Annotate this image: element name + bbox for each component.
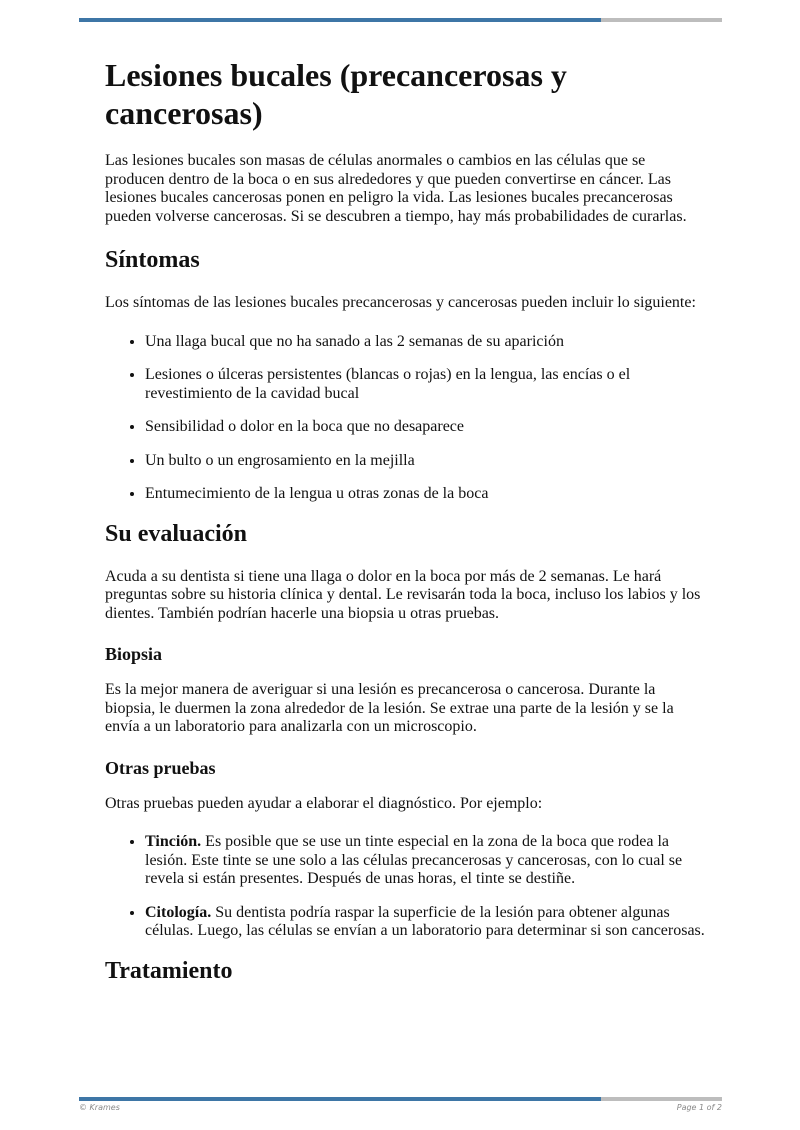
sintomas-paragraph: Los síntomas de las lesiones bucales precancerosas y cancerosas pueden incluir lo siguiente: — [105, 294, 696, 311]
footer-bar-grey — [601, 1097, 722, 1101]
document-content — [105, 56, 705, 1005]
footer-bar-accent — [79, 1097, 601, 1101]
biopsia-paragraph: Es la mejor manera de averiguar si una lesión es precancerosa o cancerosa. Durante la biopsia, le duermen la zona alrededor de la lesión. Se extrae una parte de la lesión y se la envía a un laboratorio para analizarla con un microscopio. — [105, 681, 674, 735]
list-item-term: Citología. — [145, 903, 212, 921]
list-item-term: Tinción. — [145, 833, 202, 850]
list-item — [145, 904, 705, 941]
list-item: • Una llaga bucal que no ha sanado a las 2 semanas de su aparición — [145, 333, 705, 352]
header-bar-grey — [601, 18, 722, 22]
page-title: Lesiones bucales (precancerosas y cancerosas) — [105, 57, 567, 131]
heading-tratamiento: Tratamiento — [105, 957, 233, 984]
list-item — [145, 833, 705, 889]
header-bar-accent — [79, 18, 601, 22]
list-item-text: Es posible que se use un tinte especial en la zona de la boca que rodea la lesión. Este tinte se une solo a las células precancerosas y cancerosas, con lo cual se revela si están presentes. Después de unas horas, el tinte se destiñe. — [145, 833, 683, 887]
intro-paragraph: Las lesiones bucales son masas de células anormales o cambios en las células que se producen dentro de la boca o en sus alrededores y que pueden convertirse en cáncer. Las lesiones bucales cancerosas ponen en peligro la vida. Las lesiones bucales precancerosas pueden volverse cancerosas. Si se descubren a tiempo, hay más probabilidades de curarlas. — [105, 152, 687, 225]
heading-biopsia: Biopsia — [105, 644, 163, 664]
list-item: • Sensibilidad o dolor en la boca que no desaparece — [145, 418, 705, 437]
header-bar — [79, 18, 722, 22]
list-item: • Un bulto o un engrosamiento en la mejilla — [145, 452, 705, 471]
list-item: • Entumecimiento de la lengua u otras zonas de la boca — [145, 485, 705, 504]
copyright-text: © Krames — [79, 1103, 120, 1112]
list-item-text: Su dentista podría raspar la superficie de la lesión para obtener algunas células. Luego, las células se envían a un laboratorio para determinar si son cancerosas. — [145, 903, 705, 939]
heading-otras-pruebas: Otras pruebas — [105, 757, 216, 778]
heading-sintomas: Síntomas — [105, 247, 200, 273]
list-item: • Lesiones o úlceras persistentes (blancas o rojas) en la lengua, las encías o el revestimiento de la cavidad bucal — [145, 366, 705, 403]
evaluacion-paragraph: Acuda a su dentista si tiene una llaga o dolor en la boca por más de 2 semanas. Le hará preguntas sobre su historia clínica y dental. Le revisarán toda la boca, incluso los labios y los dientes. También podrían hacerle una biopsia u otras pruebas. — [105, 567, 701, 622]
otras-pruebas-paragraph: Otras pruebas pueden ayudar a elaborar el diagnóstico. Por ejemplo: — [105, 794, 543, 812]
page-footer — [79, 1103, 722, 1112]
footer-bar — [79, 1097, 722, 1101]
heading-evaluacion: Su evaluación — [105, 520, 248, 547]
sintomas-list — [105, 333, 705, 504]
page-number: Page 1 of 2 — [676, 1103, 722, 1112]
otras-pruebas-list — [105, 833, 705, 941]
